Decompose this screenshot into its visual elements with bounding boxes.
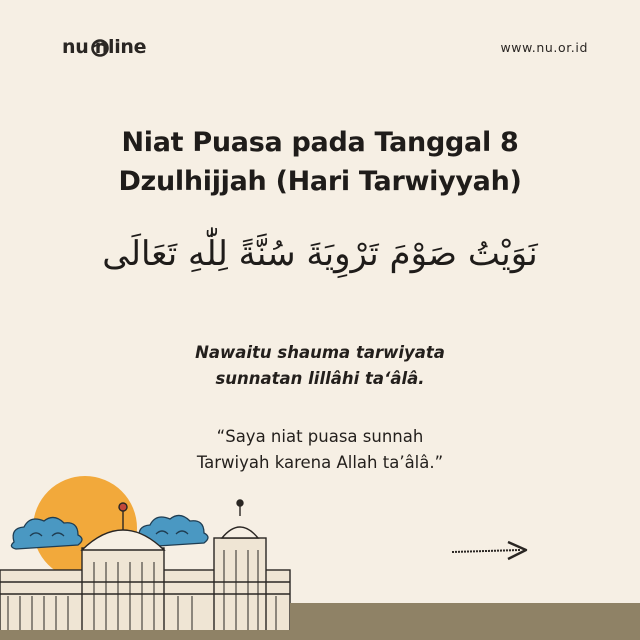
translation-line-2: Tarwiyah karena Allah ta’âlâ.” [196, 453, 444, 472]
translation [0, 424, 640, 476]
translation-line-1: “Saya niat puasa sunnah [216, 427, 424, 446]
latin-line-2: sunnatan lillâhi ta‘âlâ. [215, 369, 425, 388]
title-line-2: Dzulhijjah (Hari Tarwiyyah) [118, 166, 522, 197]
nu-online-logo [62, 36, 146, 58]
website-url: www.nu.or.id [500, 40, 588, 55]
logo-text: nu nline [62, 36, 147, 58]
right-arrow-icon[interactable] [448, 538, 532, 564]
title-line-1: Niat Puasa pada Tanggal 8 [121, 127, 519, 158]
latin-transliteration [0, 340, 640, 392]
logo-globe-icon [90, 37, 110, 59]
page-title [0, 123, 640, 201]
latin-line-1: Nawaitu shauma tarwiyata [195, 343, 445, 362]
mosque-illustration [0, 470, 640, 640]
arabic-niat: نَوَيْتُ صَوْمَ تَرْوِيَةَ سُنَّةً لِلّٰهِ تَعَالَى [102, 234, 538, 274]
ground-strip [290, 603, 640, 640]
